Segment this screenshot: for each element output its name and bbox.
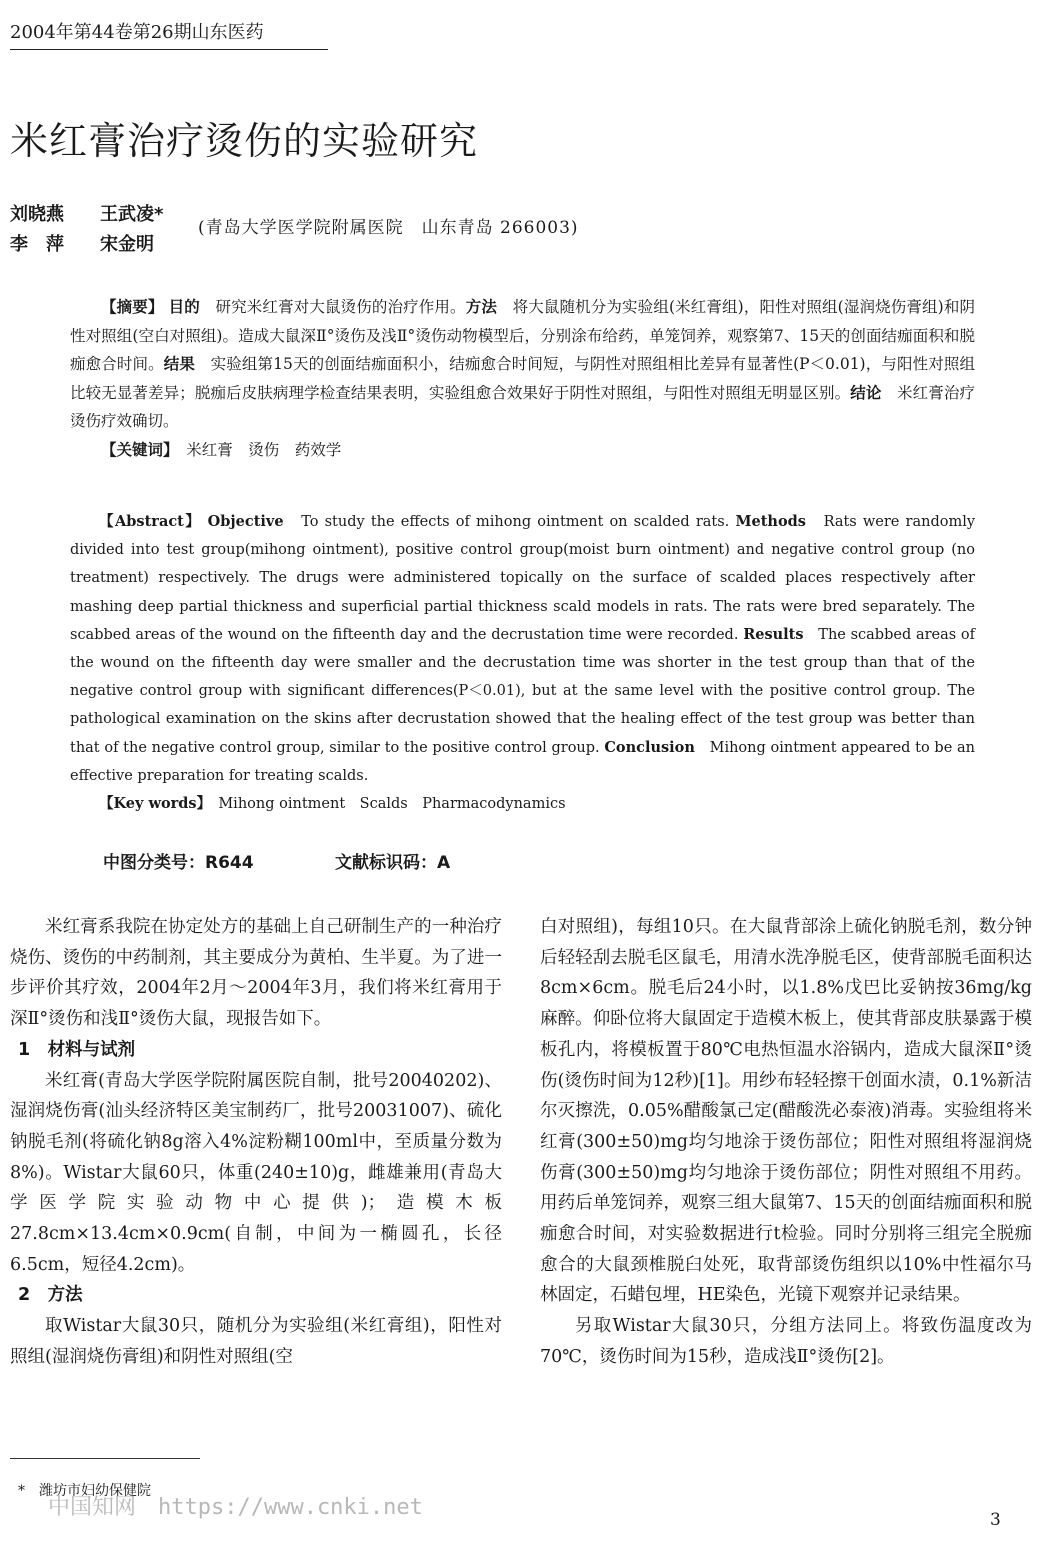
- abstract-cn: [70, 293, 975, 464]
- methods-en-text: Rats were randomly divided into test group(mihong ointment), positive control group(moist burn ointment) and negative control group (no treatment) respectively. The drugs were administered topically on the surface of scalded places respectively after mashing deep partial thickness and superficial partial thickness scald models in rats. The rats were bred separately. The scabbed areas of the wound on the fifteenth day and the decrustation time were recorded.: [70, 514, 976, 643]
- results-en-text: The scabbed areas of the wound on the fifteenth day were smaller and the decrustation time was shorter in the test group than that of the negative control group with significant differences(P＜0.01), but at the same level with the positive control group. The pathological examination on the skins after decrustation showed that the healing effect of the test group was better than that of the negative control group, similar to the positive control group.: [70, 626, 976, 756]
- objective-text: 研究米红膏对大鼠烫伤的治疗作用。: [215, 298, 466, 316]
- objective-label: 目的: [168, 298, 200, 316]
- conclusion-label: 结论: [850, 383, 882, 402]
- author-2: 王武凌*: [100, 204, 164, 225]
- author-1: 刘晓燕: [10, 204, 64, 225]
- objective-en-text: To study the effects of mihong ointment on scalded rats.: [301, 514, 730, 530]
- section-1-text: 米红膏(青岛大学医学院附属医院自制，批号20040202)、湿润烧伤膏(汕头经济特区美宝制药厂，批号20031007)、硫化钠脱毛剂(将硫化钠8g溶入4%淀粉糊100ml中，至质量分数为8%)。Wistar大鼠60只，体重(240±10)g，雌雄兼用(青岛大学医学院实验动物中心提供)；造模木板27.8cm×13.4cm×0.9cm(自制，中间为一椭圆孔，长径6.5cm，短径4.2cm)。: [10, 1070, 502, 1275]
- keywords-label: 【关键词】: [101, 440, 171, 459]
- body-column-left: [10, 912, 502, 1373]
- paper-title: 米红膏治疗烫伤的实验研究: [10, 119, 479, 163]
- objective-en-label: Objective: [207, 513, 284, 530]
- conclusion-text: 米红膏治疗烫伤疗效确切。: [70, 383, 975, 430]
- keywords-en-text: Mihong ointment Scalds Pharmacodynamics: [218, 796, 566, 813]
- section-2-text-c: 另取Wistar大鼠30只，分组方法同上。将致伤温度改为70℃，烫伤时间为15秒，造成浅Ⅱ°烫伤[2]。: [540, 1316, 1032, 1367]
- section-2-text-a: 取Wistar大鼠30只，随机分为实验组(米红膏组)，阳性对照组(湿润烧伤膏组)和阴性对照组(空: [10, 1316, 502, 1367]
- section-1-heading: 1 材料与试剂: [18, 1039, 136, 1060]
- abstract-en-label: 【Abstract】: [99, 513, 202, 530]
- methods-en-label: Methods: [735, 513, 806, 530]
- section-2-text-b: 白对照组)，每组10只。在大鼠背部涂上硫化钠脱毛剂，数分钟后轻轻刮去脱毛区鼠毛，用清水洗净脱毛区，使背部脱毛面积达8cm×6cm。脱毛后24小时，以1.8%戊巴比妥钠按36mg/kg麻醉。仰卧位将大鼠固定于造模木板上，使其背部皮肤暴露于模板孔内，将模板置于80℃电热恒温水浴锅内，造成大鼠深Ⅱ°烫伤(烫伤时间为12秒)[1]。用纱布轻轻擦干创面水渍，0.1%新洁尔灭擦洗，0.05%醋酸氯己定(醋酸洗必泰液)消毒。实验组将米红膏(300±50)mg均匀地涂于烫伤部位；阳性对照组将湿润烧伤膏(300±50)mg均匀地涂于烫伤部位；阴性对照组不用药。用药后单笼饲养，观察三组大鼠第7、15天的创面结痂面积和脱痂愈合时间，对实验数据进行t检验。同时分别将三组完全脱痂愈合的大鼠颈椎脱臼处死，取背部烫伤组织以10%中性福尔马林固定，石蜡包埋，HE染色，光镜下观察并记录结果。: [540, 917, 1032, 1306]
- results-text: 实验组第15天的创面结痂面积小，结痂愈合时间短，与阴性对照组相比差异有显著性(P＜0.01)，与阳性对照组比较无显著差异；脱痂后皮肤病理学检查结果表明，实验组愈合效果好于阴性对照组，与阳性对照组无明显区别。: [70, 355, 975, 402]
- body-column-right: [540, 912, 1032, 1373]
- keywords-cn: [70, 436, 975, 465]
- methods-text: 将大鼠随机分为实验组(米红膏组)，阳性对照组(湿润烧伤膏组)和阴性对照组(空白对照组)。造成大鼠深Ⅱ°烫伤及浅Ⅱ°烫伤动物模型后，分别涂布给药，单笼饲养，观察第7、15天的创面结痂面积和脱痂愈合时间。: [70, 298, 975, 373]
- keywords-en-label: 【Key words】: [99, 795, 204, 813]
- header-rule: [10, 49, 328, 50]
- keywords-en: [70, 790, 975, 818]
- results-label: 结果: [163, 355, 196, 373]
- document-code: 文献标识码：A: [335, 853, 451, 873]
- methods-label: 方法: [465, 298, 497, 316]
- section-2-heading: 2 方法: [18, 1285, 83, 1306]
- keywords-text: 米红膏 烫伤 药效学: [186, 440, 342, 459]
- footnote: * 潍坊市妇幼保健院: [18, 1483, 151, 1499]
- abstract-en: [70, 508, 975, 818]
- intro-paragraph: 米红膏系我院在协定处方的基础上自己研制生产的一种治疗烧伤、烫伤的中药制剂，其主要成分为黄柏、生半夏。为了进一步评价其疗效，2004年2月～2004年3月，我们将米红膏用于深Ⅱ°烫伤和浅Ⅱ°烫伤大鼠，现报告如下。: [10, 917, 502, 1030]
- conclusion-en-label: Conclusion: [604, 738, 695, 756]
- abstract-label: 【摘要】: [101, 298, 164, 316]
- author-4: 宋金明: [100, 234, 154, 255]
- page-number: 3: [990, 1510, 1001, 1530]
- footnote-rule: [10, 1458, 200, 1459]
- clc-number: 中图分类号：R644: [103, 853, 254, 873]
- cnki-watermark: 中国知网 https://www.cnki.net: [48, 1495, 423, 1520]
- author-3: 李 萍: [10, 234, 64, 255]
- journal-header: 2004年第44卷第26期山东医药: [10, 22, 264, 43]
- results-en-label: Results: [743, 625, 804, 643]
- conclusion-en-text: Mihong ointment appeared to be an effective preparation for treating scalds.: [70, 739, 975, 784]
- affiliation: (青岛大学医学院附属医院 山东青岛 266003): [198, 218, 579, 238]
